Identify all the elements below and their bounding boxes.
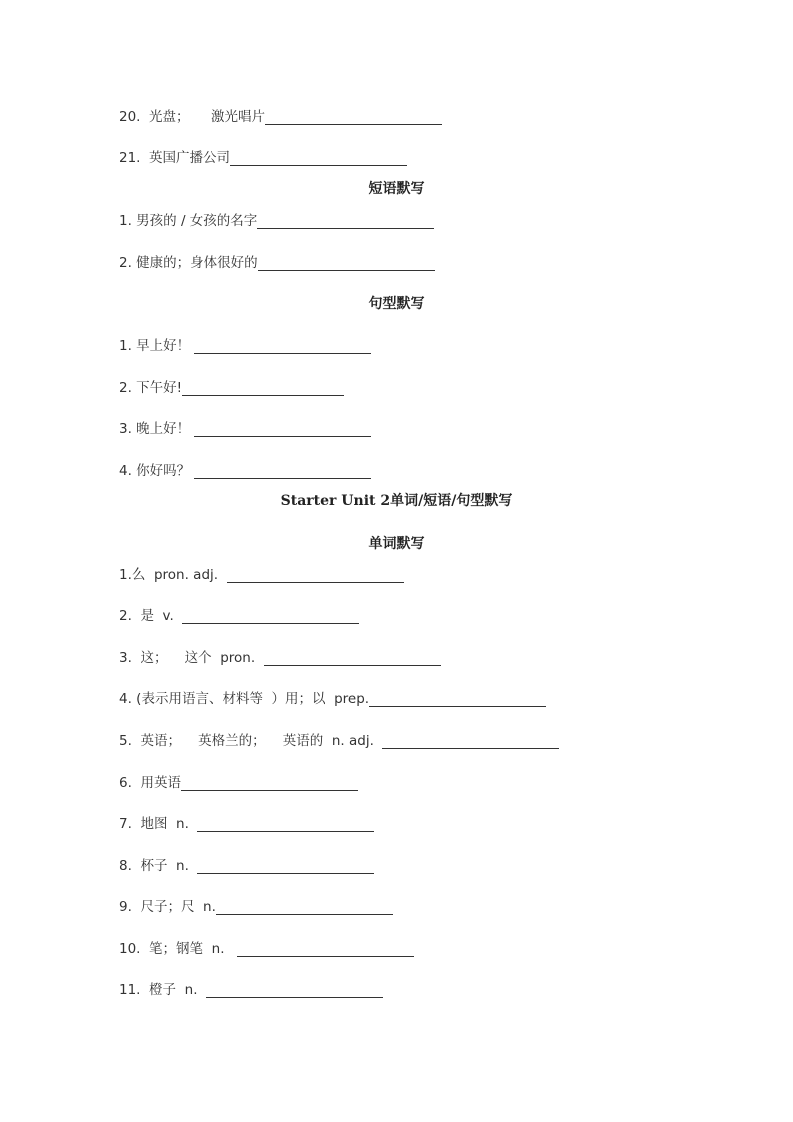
answer-blank[interactable] [194,436,371,437]
answer-blank[interactable] [181,790,358,791]
list-item [119,106,442,128]
answer-blank[interactable] [382,748,559,749]
answer-blank[interactable] [216,914,393,915]
answer-blank[interactable] [182,395,344,396]
answer-blank[interactable] [197,831,374,832]
item-text: 1. 男孩的 / 女孩的名字 [119,213,258,229]
item-text: 2. 健康的；身体很好的 [119,255,258,271]
item-text: 10. 笔；钢笔 n. [119,941,238,957]
answer-blank[interactable] [237,956,414,957]
list-item [119,460,371,482]
item-text: 4. 你好吗？ [119,463,195,479]
answer-blank[interactable] [369,706,546,707]
list-item [119,772,358,794]
item-text: 1.么 pron. adj. [119,567,227,583]
list-item [119,938,414,960]
unit-title: Starter Unit 2单词/短语/句型默写 [280,493,513,509]
list-item [119,147,407,169]
list-item [119,855,374,877]
list-item [119,730,559,752]
list-item [119,813,374,835]
section-heading-words: 单词默写 [368,536,425,552]
answer-blank[interactable] [227,582,404,583]
list-item [119,564,404,586]
item-text: 8. 杯子 n. [119,858,198,874]
section-heading-phrases: 短语默写 [368,181,425,197]
item-text: 5. 英语； 英格兰的； 英语的 n. adj. [119,733,383,749]
item-text: 9. 尺子；尺 n. [119,899,216,915]
item-text: 3. 这； 这个 pron. [119,650,264,666]
answer-blank[interactable] [265,124,442,125]
list-item [119,896,393,918]
item-text: 2. 是 v. [119,608,183,624]
list-item [119,688,546,710]
list-item [119,377,344,399]
answer-blank[interactable] [194,478,371,479]
list-item [119,252,435,274]
list-item [119,647,441,669]
answer-blank[interactable] [197,873,374,874]
item-text: 3. 晚上好！ [119,421,195,437]
item-text: 21. 英国广播公司 [119,150,231,166]
list-item [119,979,383,1001]
item-text: 20. 光盘； 激光唱片 [119,109,266,125]
answer-blank[interactable] [182,623,359,624]
item-text: 11. 橙子 n. [119,982,207,998]
answer-blank[interactable] [194,353,371,354]
list-item [119,335,371,357]
answer-blank[interactable] [257,228,434,229]
answer-blank[interactable] [230,165,407,166]
answer-blank[interactable] [264,665,441,666]
list-item [119,605,359,627]
item-text: 4. (表示用语言、材料等 ）用；以 prep. [119,691,370,707]
answer-blank[interactable] [258,270,435,271]
section-heading-sentences: 句型默写 [368,296,425,312]
item-text: 6. 用英语 [119,775,181,791]
item-text: 2. 下午好! [119,380,183,396]
list-item [119,210,434,232]
item-text: 1. 早上好！ [119,338,195,354]
item-text: 7. 地图 n. [119,816,198,832]
list-item [119,418,371,440]
answer-blank[interactable] [206,997,383,998]
